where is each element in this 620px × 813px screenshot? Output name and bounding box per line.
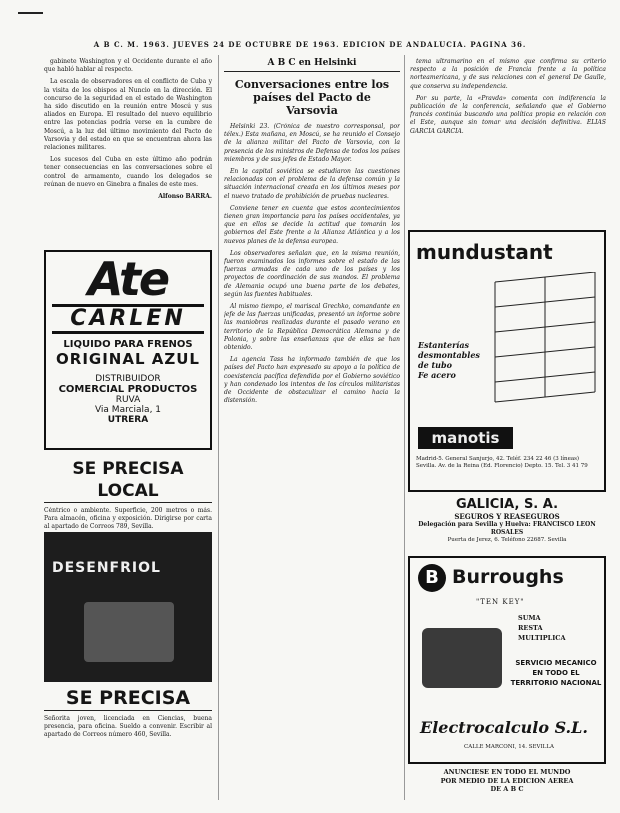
center-paragraph: En la capital soviética se estudiaron las cuestiones relacionadas con el problema de la defensa común y la situación internacional creada en los últimos meses por el nuevo tratado de prohibición de pruebas nucleares. xyxy=(224,168,400,200)
center-title: Conversaciones entre los países del Pacto de Varsovia xyxy=(234,78,390,117)
op-label: RESTA xyxy=(518,624,543,632)
ad-burroughs xyxy=(408,556,606,764)
precisa-title: SE PRECISA xyxy=(44,686,212,711)
carlen-line5: RUVA xyxy=(115,395,141,405)
dealer-address: CALLE MARCONI, 14. SEVILLA xyxy=(464,744,554,750)
page-header: A B C. M. 1963. JUEVES 24 DE OCTUBRE DE 1963. EDICION DE ANDALUCIA. PAGINA 36. xyxy=(93,40,527,49)
left-paragraph: La escala de observadores en el conflicto de Cuba y la visita de los obispos al Nuncio en la dirección. El concurso de la seguridad en el estado de Washington ha sido discutido en la reunión entre Moscú y sus aliados en Europa. El resultado del nuevo equilibrio entre las potencias podría verse en la cumbre de Moscú, a la luz del último movimiento del Pacto de Varsovia y del estado en que se encuentran ahora las relaciones militares. xyxy=(44,78,212,152)
ad-precisa xyxy=(44,686,212,791)
ad-edicion-aerea xyxy=(408,768,606,804)
burroughs-logo-icon: B xyxy=(418,564,446,592)
top-rule xyxy=(18,12,43,14)
ad-carlen xyxy=(44,250,212,450)
burroughs-service xyxy=(506,658,606,688)
galicia-line: Delegación para Sevilla y Huelva: FRANCISCO LEON ROSALES xyxy=(418,521,596,536)
op-label: MULTIPLICA xyxy=(518,634,566,642)
bottom-ad-line: DE A B C xyxy=(490,785,524,793)
local-title: SE PRECISA LOCAL xyxy=(44,458,212,503)
left-signature: Alfonso BARRA. xyxy=(158,193,212,201)
right-paragraph: tema ultramarino en el mismo que confirma su criterio respecto a la posición de Francia frente a la política norteamericana, y de sus relaciones con el general De Gaulle, que conserva su independencia. xyxy=(410,58,606,90)
precisa-text: Señorita joven, licenciada en Ciencias, buena presencia, para oficina. Sueldo a convenir. Escribir al apartado de Correos número 460, Sevilla. xyxy=(44,715,212,739)
burroughs-ops xyxy=(518,613,566,643)
ad-desenfriol xyxy=(44,532,212,682)
center-paragraph: Conviene tener en cuenta que estos acontecimientos tienen gran importancia para los países occidentales, ya que en ellos se decide la actitud que tomarán los gobiernos del Este frente a la Alianza Atlántica y a los nuevos planes de la defensa europea. xyxy=(224,204,400,245)
right-paragraph: Por su parte, la «Pravda» comenta con indiferencia la publicación de la conferencia, señalando que el Gobierno francés continúa buscando una política propia en relación con el Este, aunque sin tomar una decisión definitiva. ELIAS GARCIA GARCIA. xyxy=(410,94,606,135)
right-article xyxy=(410,58,606,226)
slogan-line: Estanterías xyxy=(418,340,470,350)
carlen-line4: COMERCIAL PRODUCTOS xyxy=(58,384,198,395)
mundustant-brand: mundustant xyxy=(416,240,553,264)
mundustant-slogan xyxy=(418,340,480,380)
ad-galicia xyxy=(408,497,606,552)
calculator-image xyxy=(422,628,502,688)
dealer-logo: Electrocalculo S.L. xyxy=(420,718,588,737)
center-paragraph: Los observadores señalan que, en la misma reunión, fueron examinados los informes sobre el estado de las fuerzas armadas de cada uno de los países y los proyectos de coordinación de sus mandos. El problema de Alemania ocupó una buena parte de los debates, según las fuentes habituales. xyxy=(224,249,400,298)
left-article xyxy=(44,58,212,243)
ad-mundustant xyxy=(408,230,606,492)
slogan-line: de tubo xyxy=(418,360,452,370)
op-label: SUMA xyxy=(518,614,541,622)
bottom-ad-line: ANUNCIESE EN TODO EL MUNDO xyxy=(443,768,571,776)
desenfriol-brand: DESENFRIOL xyxy=(52,560,161,576)
carlen-line2: ORIGINAL AZUL xyxy=(56,350,200,368)
service-line: SERVICIO MECANICO xyxy=(515,659,597,667)
carlen-line6: Via Marciala, 1 xyxy=(94,405,162,415)
manotis-logo: manotis xyxy=(418,427,513,449)
column-rule xyxy=(404,55,405,800)
slogan-line: Fe acero xyxy=(418,370,456,380)
center-paragraph: Al mismo tiempo, el mariscal Grechko, comandante en jefe de las fuerzas unificadas, presentó un informe sobre las maniobras realizadas durante el pasado verano en territorio de la República Democrática Alemana y de Polonia, y sobre las enseñanzas que de ellas se han obtenido. xyxy=(224,303,400,352)
service-line: TERRITORIO NACIONAL xyxy=(510,679,602,687)
carlen-logo: Ate xyxy=(87,252,169,306)
bottom-ad-line: POR MEDIO DE LA EDICION AEREA xyxy=(440,776,574,785)
column-rule xyxy=(218,55,219,800)
carlen-line7: UTRERA xyxy=(107,415,149,425)
left-paragraph: Los sucesos del Cuba en este último año podrán tener consecuencias en las conversaciones sobre el control de armamento, cuando los delegados se reúnan de nuevo en Ginebra a finales de este mes. xyxy=(44,156,212,188)
center-kicker: A B C en Helsinki xyxy=(224,58,400,72)
desenfriol-box-image xyxy=(84,602,174,662)
carlen-brand: CARLEN xyxy=(52,304,204,334)
left-paragraph: gabinete Washington y el Occidente durante el año que habló hablar al respecto. xyxy=(44,58,212,74)
galicia-address: Puerta de Jerez, 6. Teléfono 22687. Sevilla xyxy=(447,537,567,543)
slogan-line: desmontables xyxy=(418,350,480,360)
address-line: Sevilla. Av. de la Reina (Ed. Florencio) Depto. 15. Tel. 3 41 79 xyxy=(416,463,588,469)
address-line: Madrid-5. General Sanjurjo, 42. Teléf. 234 22 46 (3 líneas) xyxy=(416,456,580,462)
center-paragraph: Helsinki 23. (Crónica de nuestro corresponsal, por télex.) Esta mañana, en Moscú, se ha reunido el Consejo de la alianza militar del Pacto de Varsovia, con la presencia de los ministros de Defensa de todos los países miembros y de sus jefes de Estado Mayor. xyxy=(224,123,400,163)
center-body xyxy=(224,123,400,813)
center-article xyxy=(224,58,400,803)
mundustant-addresses xyxy=(416,456,602,470)
burroughs-model: "TEN KEY" xyxy=(476,598,525,606)
center-paragraph: La agencia Tass ha informado también de que los países del Pacto han expresado su apoyo a la política de coexistencia pacífica defendida por el Gobierno soviético y han condenado los intentos de los círculos militaristas de Occidente de obstaculizar el camino hacia la distensión. xyxy=(224,356,400,405)
carlen-line3: DISTRIBUIDOR xyxy=(95,374,161,384)
galicia-title: GALICIA, S. A. xyxy=(455,497,559,512)
shelving-illustration xyxy=(490,272,602,412)
service-line: EN TODO EL xyxy=(532,669,580,677)
carlen-line1: LIQUIDO PARA FRENOS xyxy=(63,339,193,350)
local-text: Céntrico o ambiente. Superficie, 200 metros o más. Para almacén, oficina y exposición. Dirigirse por carta al apartado de Correos 789, Sevilla. xyxy=(44,507,212,531)
galicia-subtitle: SEGUROS Y REASEGUROS xyxy=(454,512,560,521)
burroughs-brand: Burroughs xyxy=(452,566,564,588)
ad-local xyxy=(44,458,212,531)
